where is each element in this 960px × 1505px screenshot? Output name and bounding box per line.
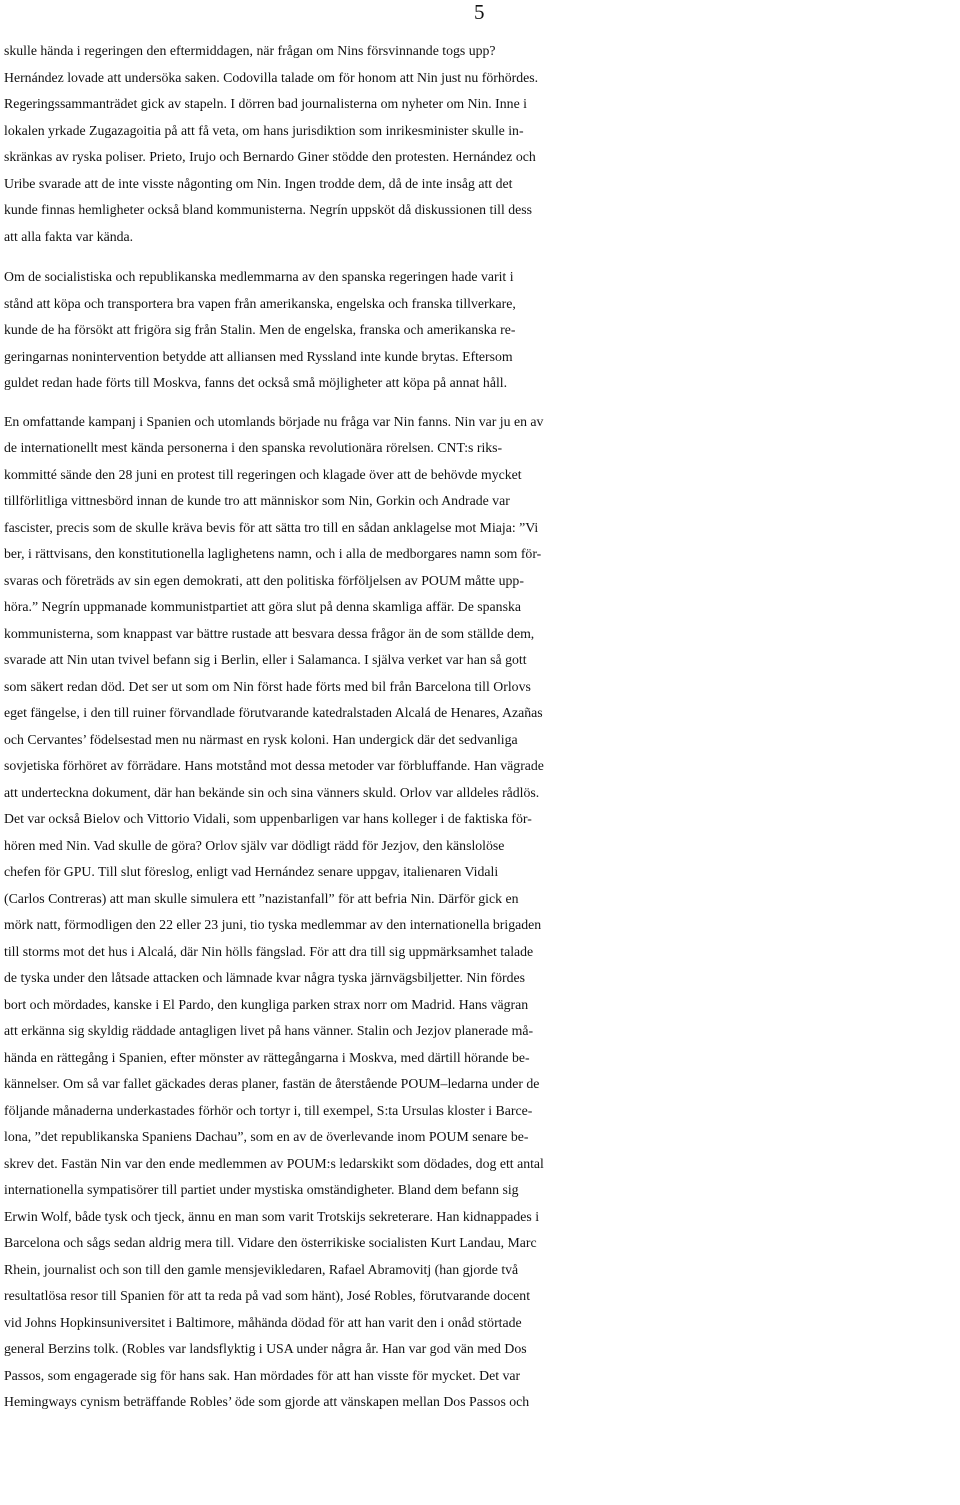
text-line: skränkas av ryska poliser. Prieto, Irujo och Bernardo Giner stödde den protesten. Hernández och xyxy=(4,149,536,164)
text-line: svarade att Nin utan tvivel befann sig i Berlin, eller i Salamanca. I själva verket var han så gott xyxy=(4,652,527,667)
text-line: följande månaderna underkastades förhör och tortyr i, till exempel, S:ta Ursulas kloster i Barce- xyxy=(4,1102,533,1118)
page-number: 5 xyxy=(474,0,485,24)
text-line: eget fängelse, i den till ruiner förvandlade förutvarande katedralstaden Alcalá de Henares, Azañas xyxy=(4,705,543,720)
text-line: (Carlos Contreras) att man skulle simulera ett ”nazistanfall” för att befria Nin. Därför gick en xyxy=(4,890,519,906)
text-line: kommitté sände den 28 juni en protest till regeringen och klagade över att de behövde mycket xyxy=(4,466,522,482)
text-line: skrev det. Fastän Nin var den ende medlemmen av POUM:s ledarskikt som dödades, dog ett antal xyxy=(4,1155,544,1171)
text-line: och Cervantes’ födelsestad men nu närmast en rysk koloni. Han undergick där det sedvanliga xyxy=(4,731,518,747)
text-line: Det var också Bielov och Vittorio Vidali, som uppenbarligen var hans kolleger i de faktiska för- xyxy=(4,811,532,826)
text-line: de tyska under den låtsade attacken och lämnade kvar några tyska järnvägsbiljetter. Nin fördes xyxy=(4,970,526,985)
text-line: att erkänna sig skyldig räddade antagligen livet på hans vänner. Stalin och Jezjov planerade må- xyxy=(4,1023,534,1038)
text-line: Passos, som engagerade sig för hans sak. Han mördades för att han visste för mycket. Det var xyxy=(4,1367,521,1383)
text-line: kommunisterna, som knappast var bättre rustade att besvara dessa frågor än de som ställde dem, xyxy=(4,625,535,641)
text-line: sovjetiska förhöret av förrädare. Hans motstånd mot dessa metoder var förbluffande. Han vägrade xyxy=(4,758,544,773)
paragraph-3 xyxy=(4,409,959,1416)
text-line: tillförlitliga vittnesbörd innan de kunde tro att människor som Nin, Gorkin och Andrade var xyxy=(4,493,510,508)
text-line: lokalen yrkade Zugazagoitia på att få veta, om hans jurisdiktion som inrikesminister skulle in- xyxy=(4,122,524,138)
text-line: Regeringssammanträdet gick av stapeln. I dörren bad journalisterna om nyheter om Nin. Inne i xyxy=(4,96,527,111)
text-line: kunde finnas hemligheter också bland kommunisterna. Negrín uppsköt då diskussionen till dess xyxy=(4,202,533,217)
paragraph-1 xyxy=(4,38,959,250)
text-line: kunde de ha försökt att frigöra sig från Stalin. Men de engelska, franska och amerikanska re- xyxy=(4,322,516,337)
text-line: fascister, precis som de skulle kräva bevis för att sätta tro till en sådan anklagelse mot Miaja: ”Vi xyxy=(4,519,539,535)
text-line: Uribe svarade att de inte visste någonting om Nin. Ingen trodde dem, då de inte insåg att det xyxy=(4,175,513,191)
text-line: Erwin Wolf, både tysk och tjeck, ännu en man som varit Trotskijs sekreterare. Han kidnappades i xyxy=(4,1208,540,1224)
text-line: hända en rättegång i Spanien, efter mönster av rättegångarna i Moskva, med därtill hörande be- xyxy=(4,1049,530,1065)
text-line: de internationellt mest kända personerna i den spanska revolutionära rörelsen. CNT:s riks- xyxy=(4,440,503,455)
text-line: stånd att köpa och transportera bra vapen från amerikanska, engelska och franska tillverkare, xyxy=(4,295,516,311)
text-line: lona, ”det republikanska Spaniens Dachau”, som en av de överlevande inom POUM senare be- xyxy=(4,1129,529,1144)
text-line: resultatlösa resor till Spanien för att ta reda på vad som hänt), José Robles, förutvarande docent xyxy=(4,1288,531,1303)
text-line: geringarnas nonintervention betydde att alliansen med Ryssland inte kunde brytas. Eftersom xyxy=(4,348,513,364)
text-line: till storms mot det hus i Alcalá, där Nin hölls fängslad. För att dra till sig uppmärksamhet talade xyxy=(4,943,534,959)
text-line: kännelser. Om så var fallet gäckades deras planer, fastän de återstående POUM–ledarna under de xyxy=(4,1076,540,1091)
text-line: Hernández lovade att undersöka saken. Codovilla talade om för honom att Nin just nu förhördes. xyxy=(4,69,539,85)
text-line: general Berzins tolk. (Robles var landsflyktig i USA under några år. Han var god vän med Dos xyxy=(4,1341,527,1356)
text-line: bort och mördades, kanske i El Pardo, den kungliga parken strax norr om Madrid. Hans vägran xyxy=(4,996,529,1012)
text-line: att underteckna dokument, där han bekände sin och sina vänners skuld. Orlov var alldeles rådlös. xyxy=(4,784,540,800)
text-line: Barcelona och sågs sedan aldrig mera till. Vidare den österrikiske socialisten Kurt Landau, Marc xyxy=(4,1235,537,1250)
text-line: Rhein, journalist och son till den gamle mensjevikledaren, Rafael Abramovitj (han gjorde två xyxy=(4,1261,519,1277)
text-line: svaras och företräds av sin egen demokrati, att den politiska förföljelsen av POUM måtte upp- xyxy=(4,572,524,588)
paragraph-2 xyxy=(4,264,959,397)
text-line: En omfattande kampanj i Spanien och utomlands började nu fråga var Nin fanns. Nin var ju en av xyxy=(4,413,544,429)
text-line: hören med Nin. Vad skulle de göra? Orlov själv var dödligt rädd för Jezjov, den känslolöse xyxy=(4,837,505,853)
text-line: guldet redan hade förts till Moskva, fanns det också små möjligheter att köpa på annat håll. xyxy=(4,375,508,390)
text-line: mörk natt, förmodligen den 22 eller 23 juni, tio tyska medlemmar av den internationella brigaden xyxy=(4,917,542,932)
text-line: chefen för GPU. Till slut föreslog, enligt vad Hernández senare uppgav, italienaren Vidali xyxy=(4,864,499,879)
text-line: som säkert redan död. Det ser ut som om Nin först hade förts med bil från Barcelona till Orlovs xyxy=(4,678,531,694)
text-line: höra.” Negrín uppmanade kommunistpartiet att göra slut på denna skamliga affär. De spanska xyxy=(4,599,521,614)
text-line: internationella sympatisörer till partiet under mystiska omständigheter. Bland dem befann sig xyxy=(4,1182,519,1197)
text-line: skulle hända i regeringen den eftermiddagen, när frågan om Nins försvinnande togs upp? xyxy=(4,43,496,58)
text-line: Hemingways cynism beträffande Robles’ öde som gjorde att vänskapen mellan Dos Passos och xyxy=(4,1394,530,1409)
text-line: ber, i rättvisans, den konstitutionella laglighetens namn, och i alla de medborgares namn som för- xyxy=(4,546,542,561)
body-text xyxy=(4,38,959,1416)
text-line: att alla fakta var kända. xyxy=(4,228,134,244)
text-line: Om de socialistiska och republikanska medlemmarna av den spanska regeringen hade varit i xyxy=(4,269,514,284)
text-line: vid Johns Hopkinsuniversitet i Baltimore, måhända dödad för att han varit den i onåd störtade xyxy=(4,1314,522,1330)
